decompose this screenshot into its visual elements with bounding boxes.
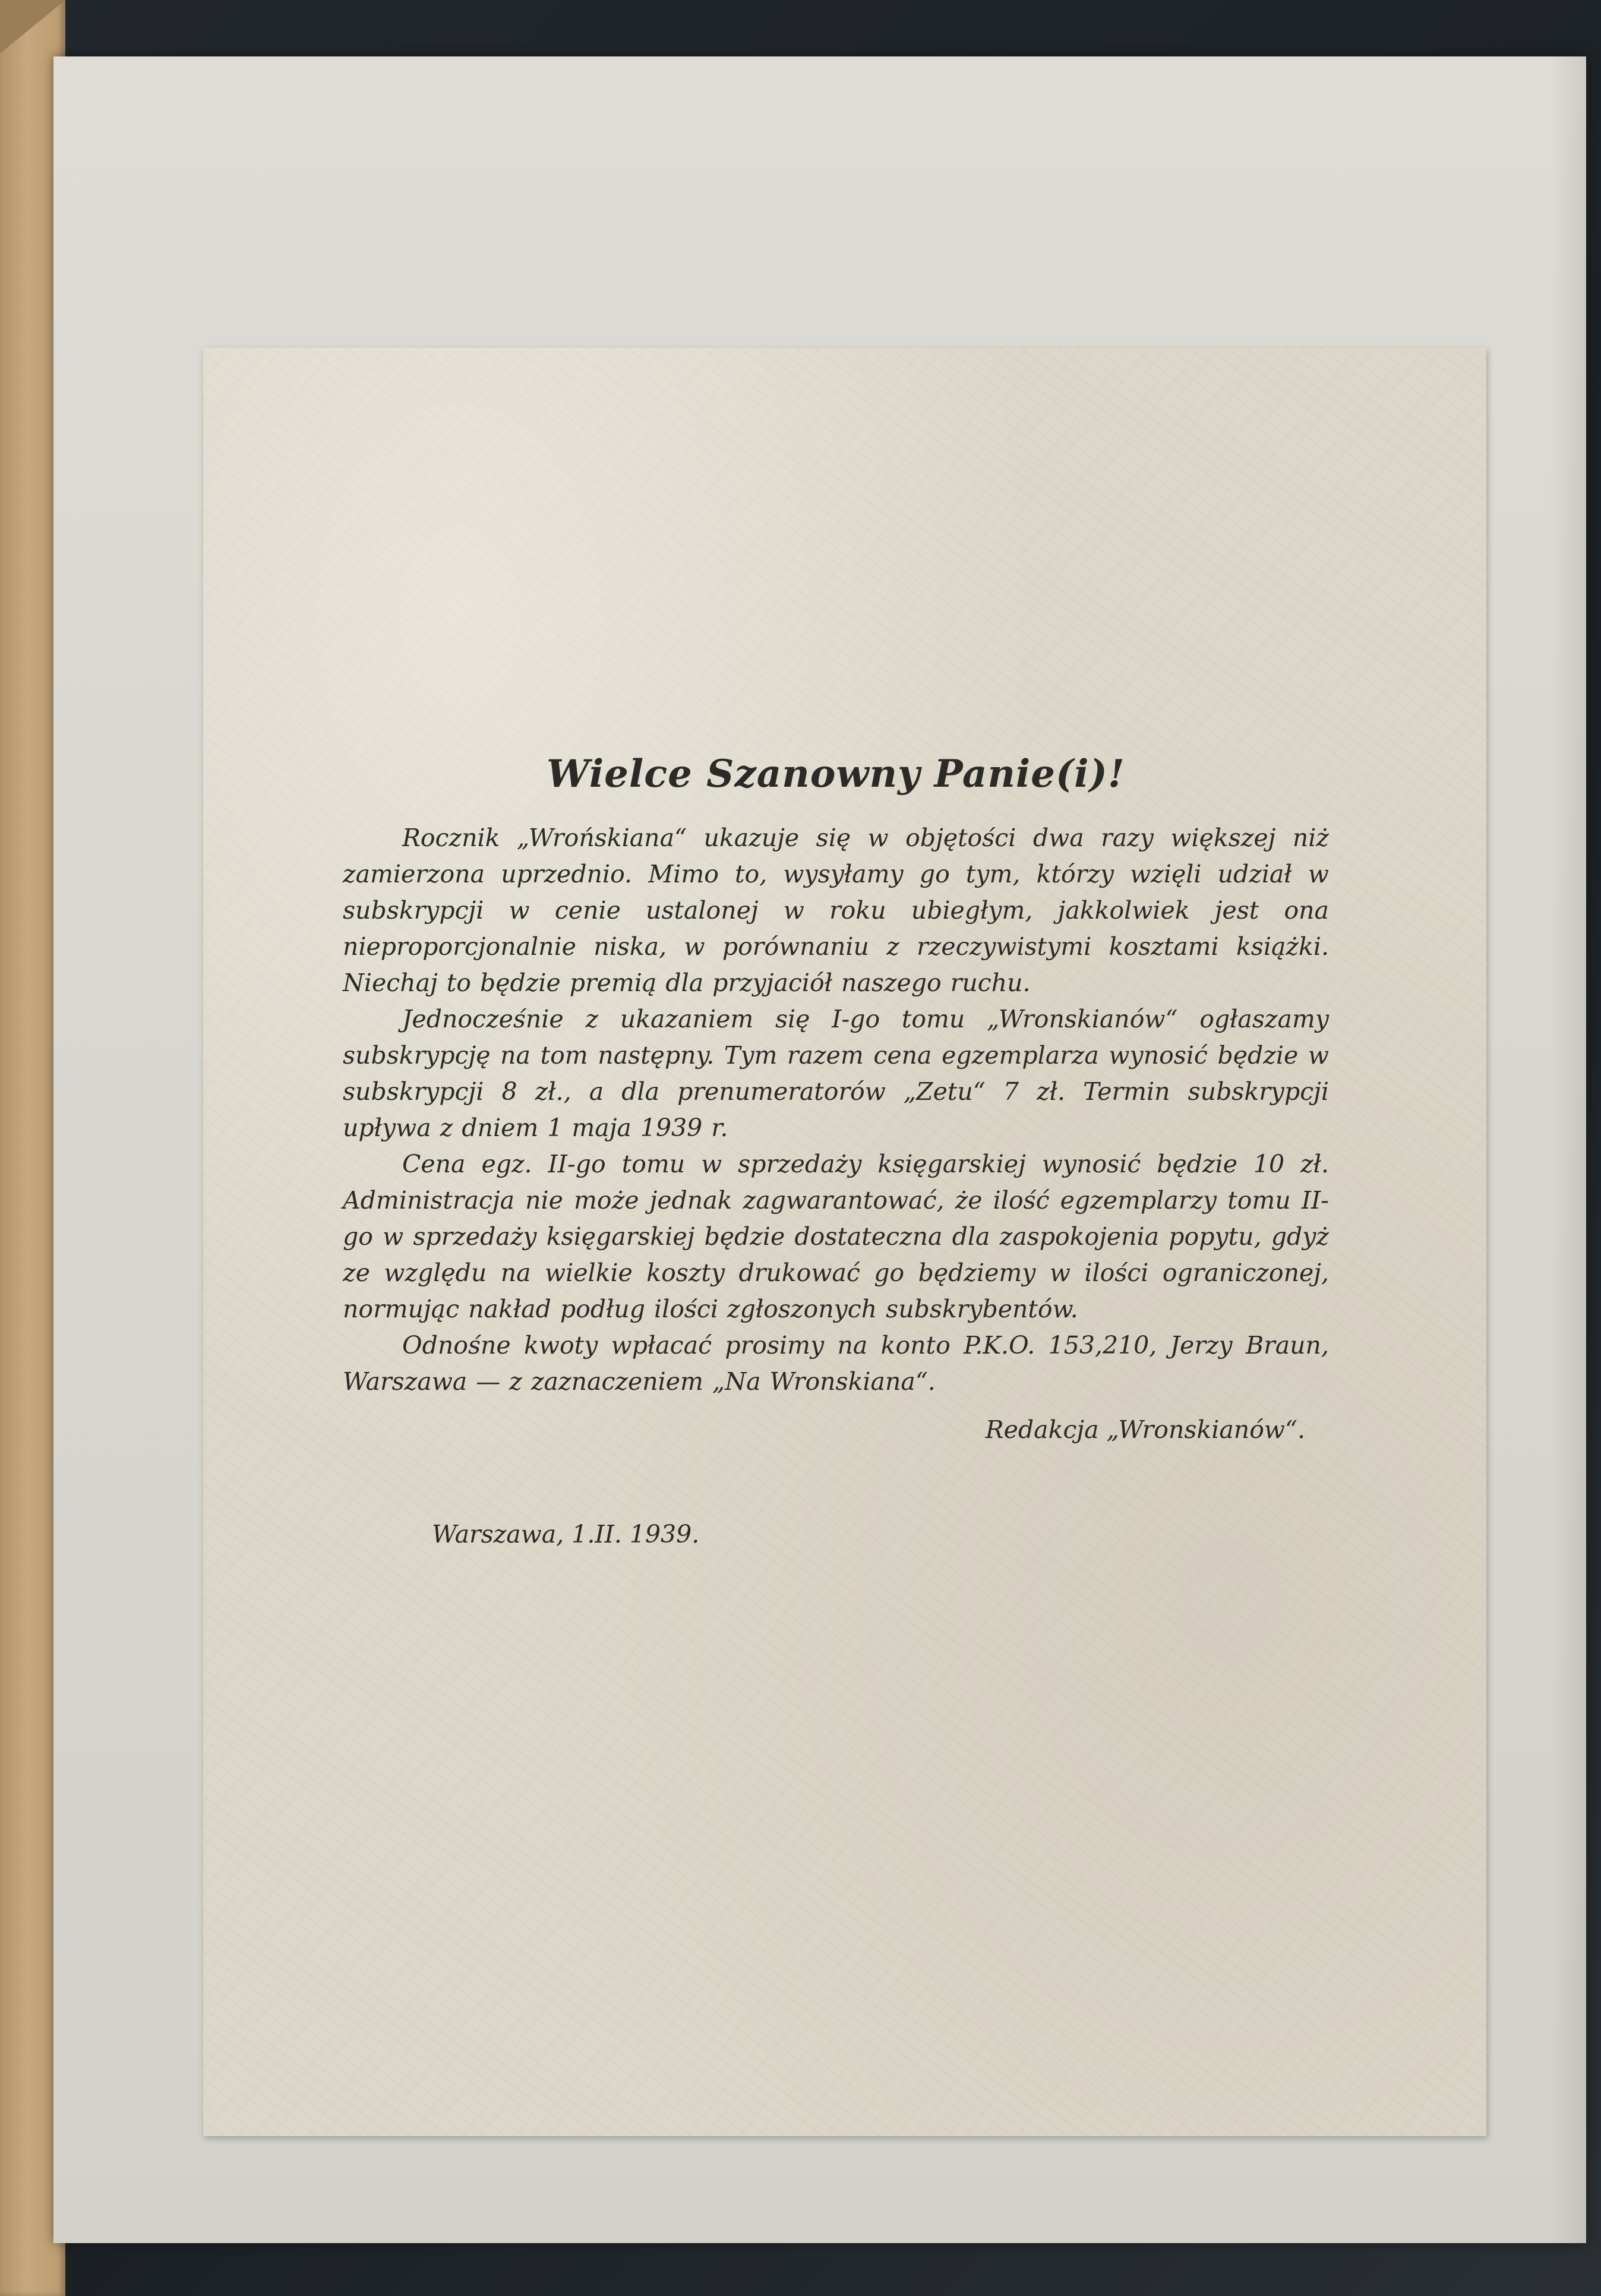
place-date: Warszawa, 1.II. 1939. — [432, 1520, 700, 1548]
inserted-leaflet — [203, 348, 1486, 2136]
signature: Redakcja „Wronskianów“. — [985, 1415, 1305, 1444]
paragraph-3: Cena egz. II-go tomu w sprzedaży księgarskiej wynosić będzie 10 zł. Administracja nie może jednak zagwarantować, że ilość egzemplarzy tomu II-go w sprzedaży księgarskiej będzie dostateczna dla zaspokojenia popytu, gdyż ze względu na wielkie koszty drukować go będziemy w ilości ograniczonej, normując nakład podług ilości zgłoszonych subskrybentów. — [343, 1150, 1329, 1323]
page-edge-shadow — [1551, 56, 1586, 2243]
book-page — [53, 56, 1586, 2243]
letter-body — [343, 752, 1329, 1553]
letter-title: Wielce Szanowny Panie(i)! — [547, 752, 1125, 796]
paragraph-4: Odnośne kwoty wpłacać prosimy na konto P.K.O. 153,210, Jerzy Braun, Warszawa — z zaznaczeniem „Na Wronskiana“. — [343, 1331, 1329, 1396]
book-cover-corner — [0, 0, 65, 53]
paragraph-1: Rocznik „Wrońskiana“ ukazuje się w objętości dwa razy większej niż zamierzona uprzednio. Mimo to, wysyłamy go tym, którzy wzięli udział w subskrypcji w cenie ustalonej w roku ubiegłym, jakkolwiek jest ona nieproporcjonalnie niska, w porównaniu z rzeczywistymi kosztami książki. Niechaj to będzie premią dla przyjaciół naszego ruchu. — [343, 824, 1329, 997]
paragraph-2: Jednocześnie z ukazaniem się I-go tomu „Wronskianów“ ogłaszamy subskrypcję na tom następny. Tym razem cena egzemplarza wynosić będzie w subskrypcji 8 zł., a dla prenumeratorów „Zetu“ 7 zł. Termin subskrypcji upływa z dniem 1 maja 1939 r. — [343, 1005, 1329, 1142]
